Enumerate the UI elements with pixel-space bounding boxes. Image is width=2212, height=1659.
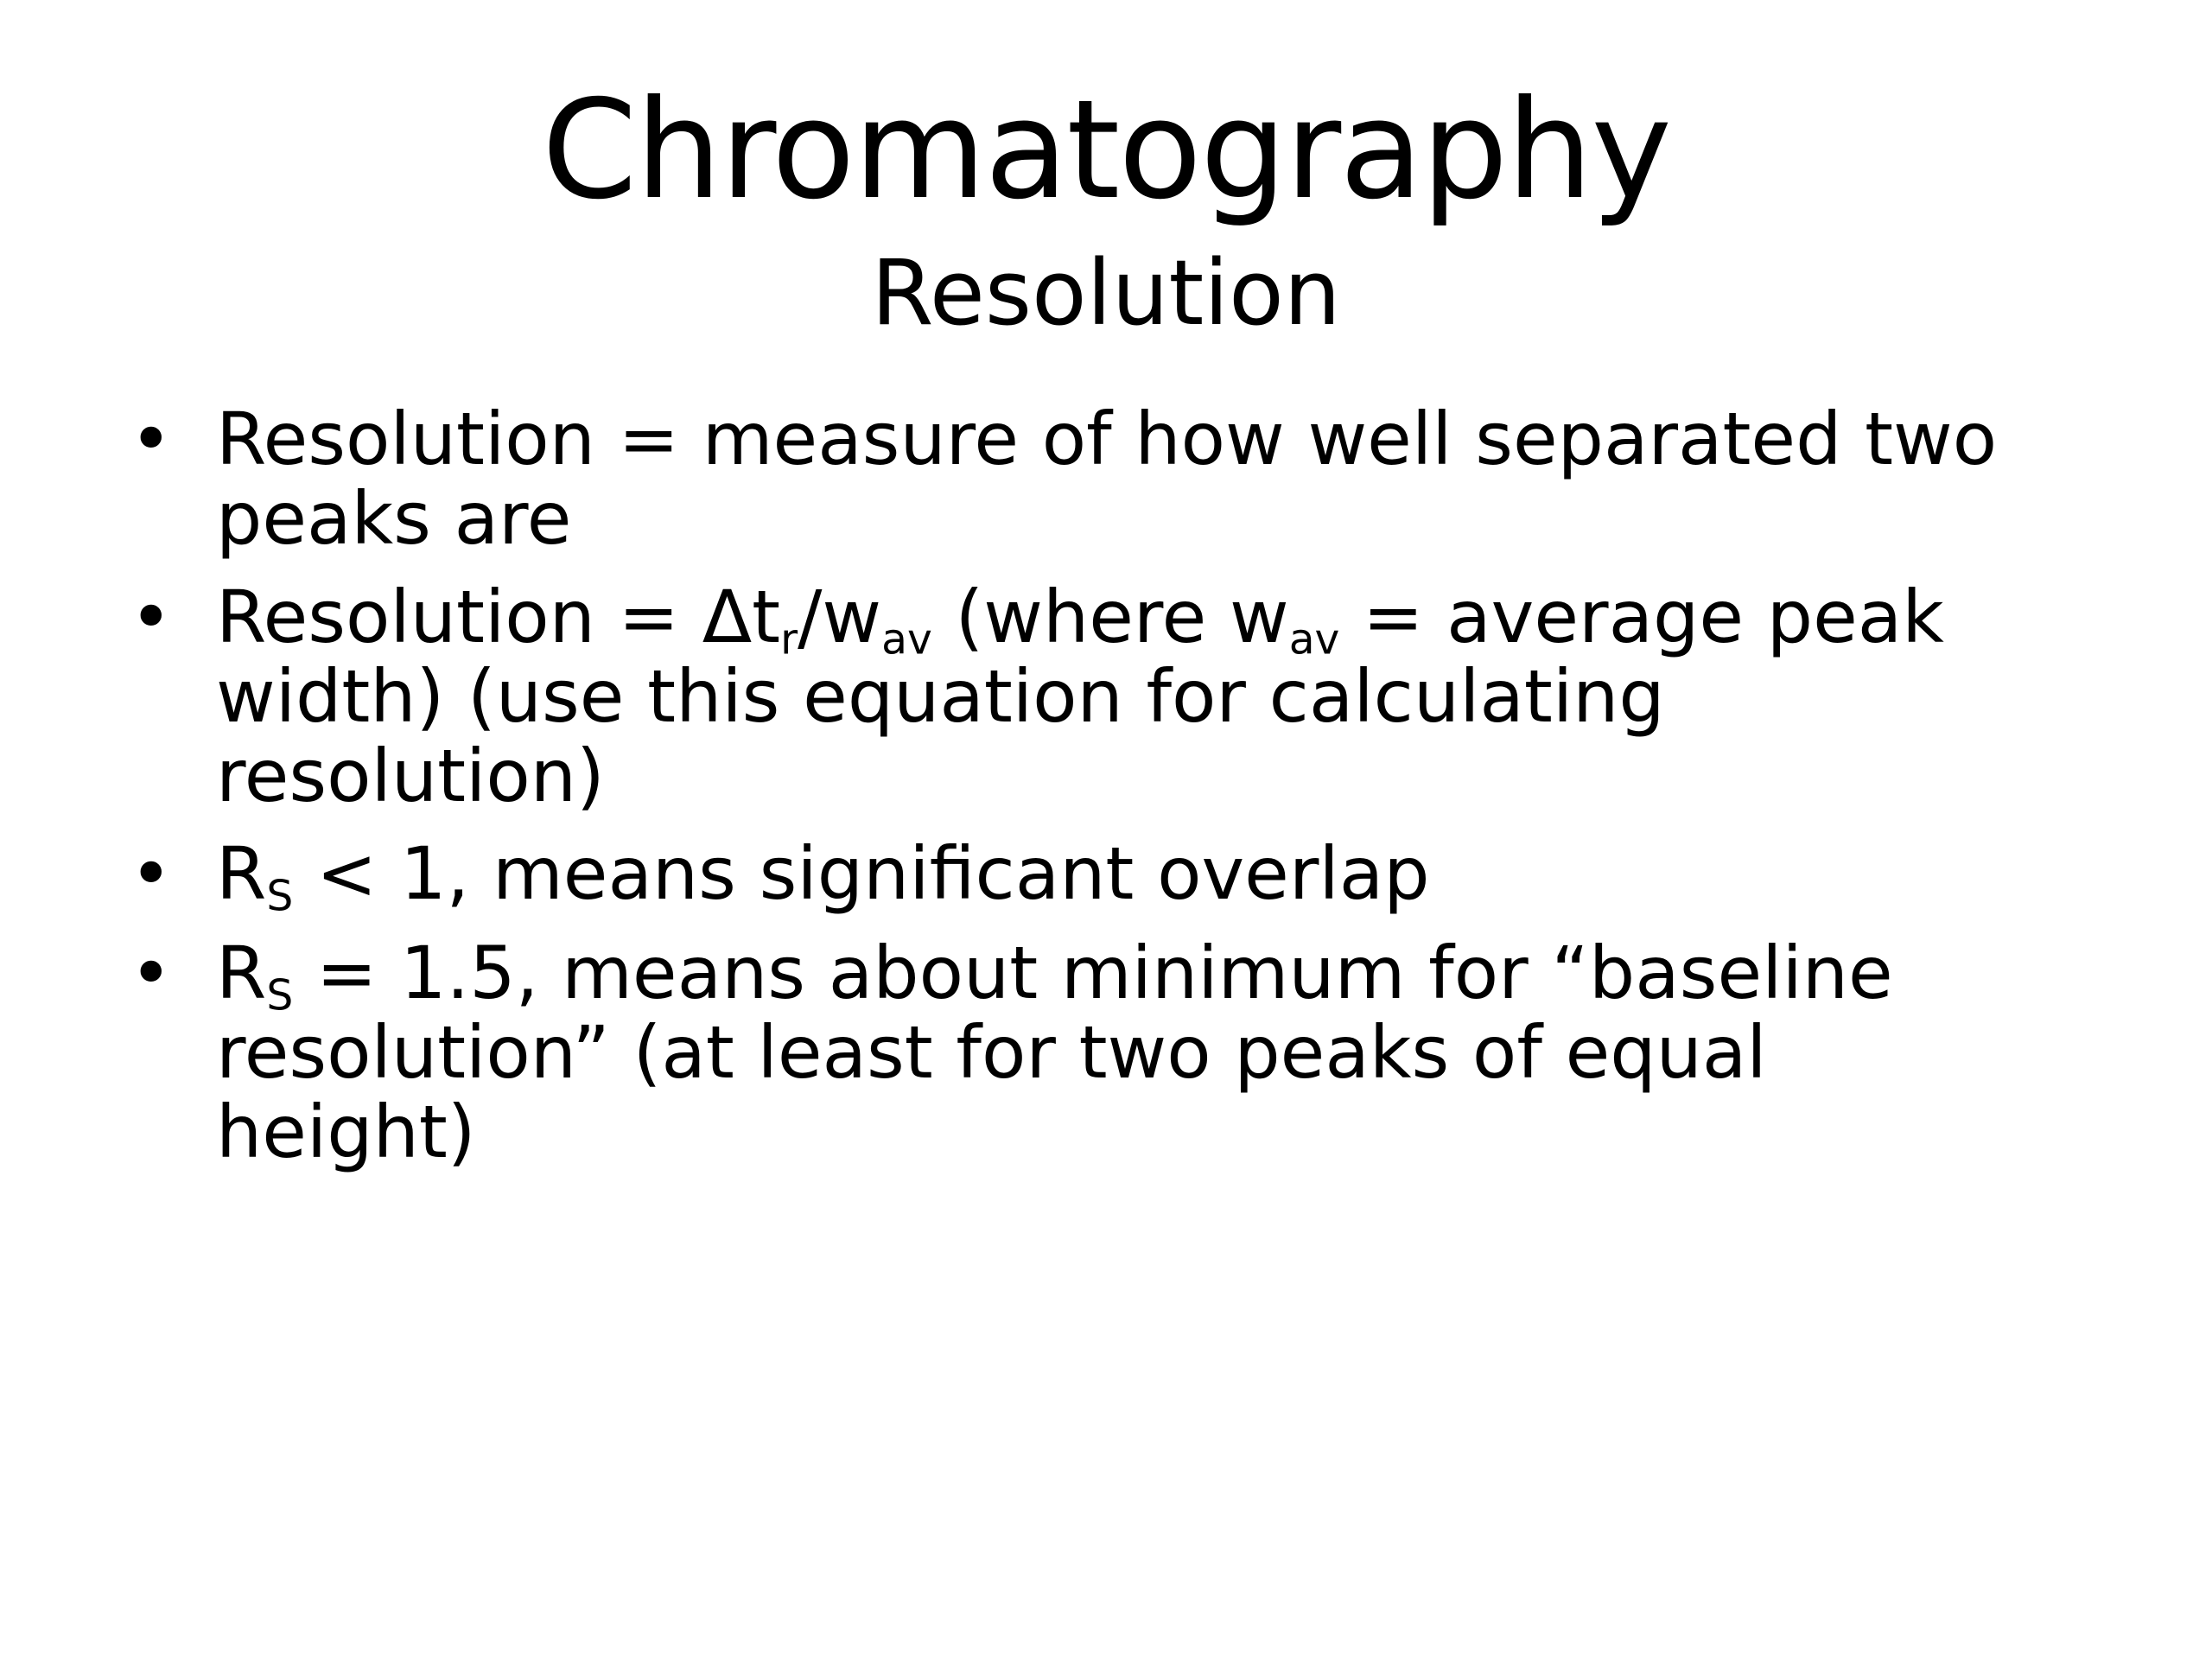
bullet-icon: • — [130, 397, 173, 481]
subscript: av — [881, 615, 932, 664]
symbol-text: R — [216, 831, 267, 916]
equation-text: Resolution = Δt — [216, 575, 781, 659]
bullet-line: Resolution = measure of how well separated two — [216, 397, 1998, 481]
bullet-line: resolution) — [216, 734, 605, 818]
equation-text: (where w — [931, 575, 1289, 659]
bullet-icon: • — [130, 575, 173, 659]
subscript: S — [266, 872, 294, 921]
bullet-line — [216, 575, 1944, 664]
subscript: av — [1288, 615, 1340, 664]
bullet-line: peaks are — [216, 476, 572, 561]
bullet-icon: • — [130, 931, 173, 1015]
slide-title: Chromatography — [542, 71, 1670, 230]
slide-subtitle: Resolution — [871, 240, 1341, 346]
subscript: r — [780, 615, 798, 664]
equation-text: = average peak — [1339, 575, 1944, 659]
bullet-line: resolution” (at least for two peaks of equal — [216, 1010, 1767, 1095]
bullet-line: width) (use this equation for calculating — [216, 654, 1665, 739]
bullet-text — [216, 933, 1927, 1172]
subscript: S — [266, 971, 294, 1020]
bullet-line — [216, 931, 1927, 1020]
statement-text: = 1.5, means about minimum for “baseline — [293, 931, 1893, 1015]
bullet-text — [216, 397, 1998, 561]
bullet-line — [216, 831, 1927, 921]
equation-text: /w — [798, 575, 882, 659]
bullet-line: height) — [216, 1090, 476, 1174]
symbol-text: R — [216, 931, 267, 1015]
bullet-text — [216, 831, 1927, 921]
bullet-icon: • — [130, 831, 173, 916]
bullet-text — [216, 575, 1944, 818]
statement-text: < 1, means significant overlap — [293, 831, 1430, 916]
